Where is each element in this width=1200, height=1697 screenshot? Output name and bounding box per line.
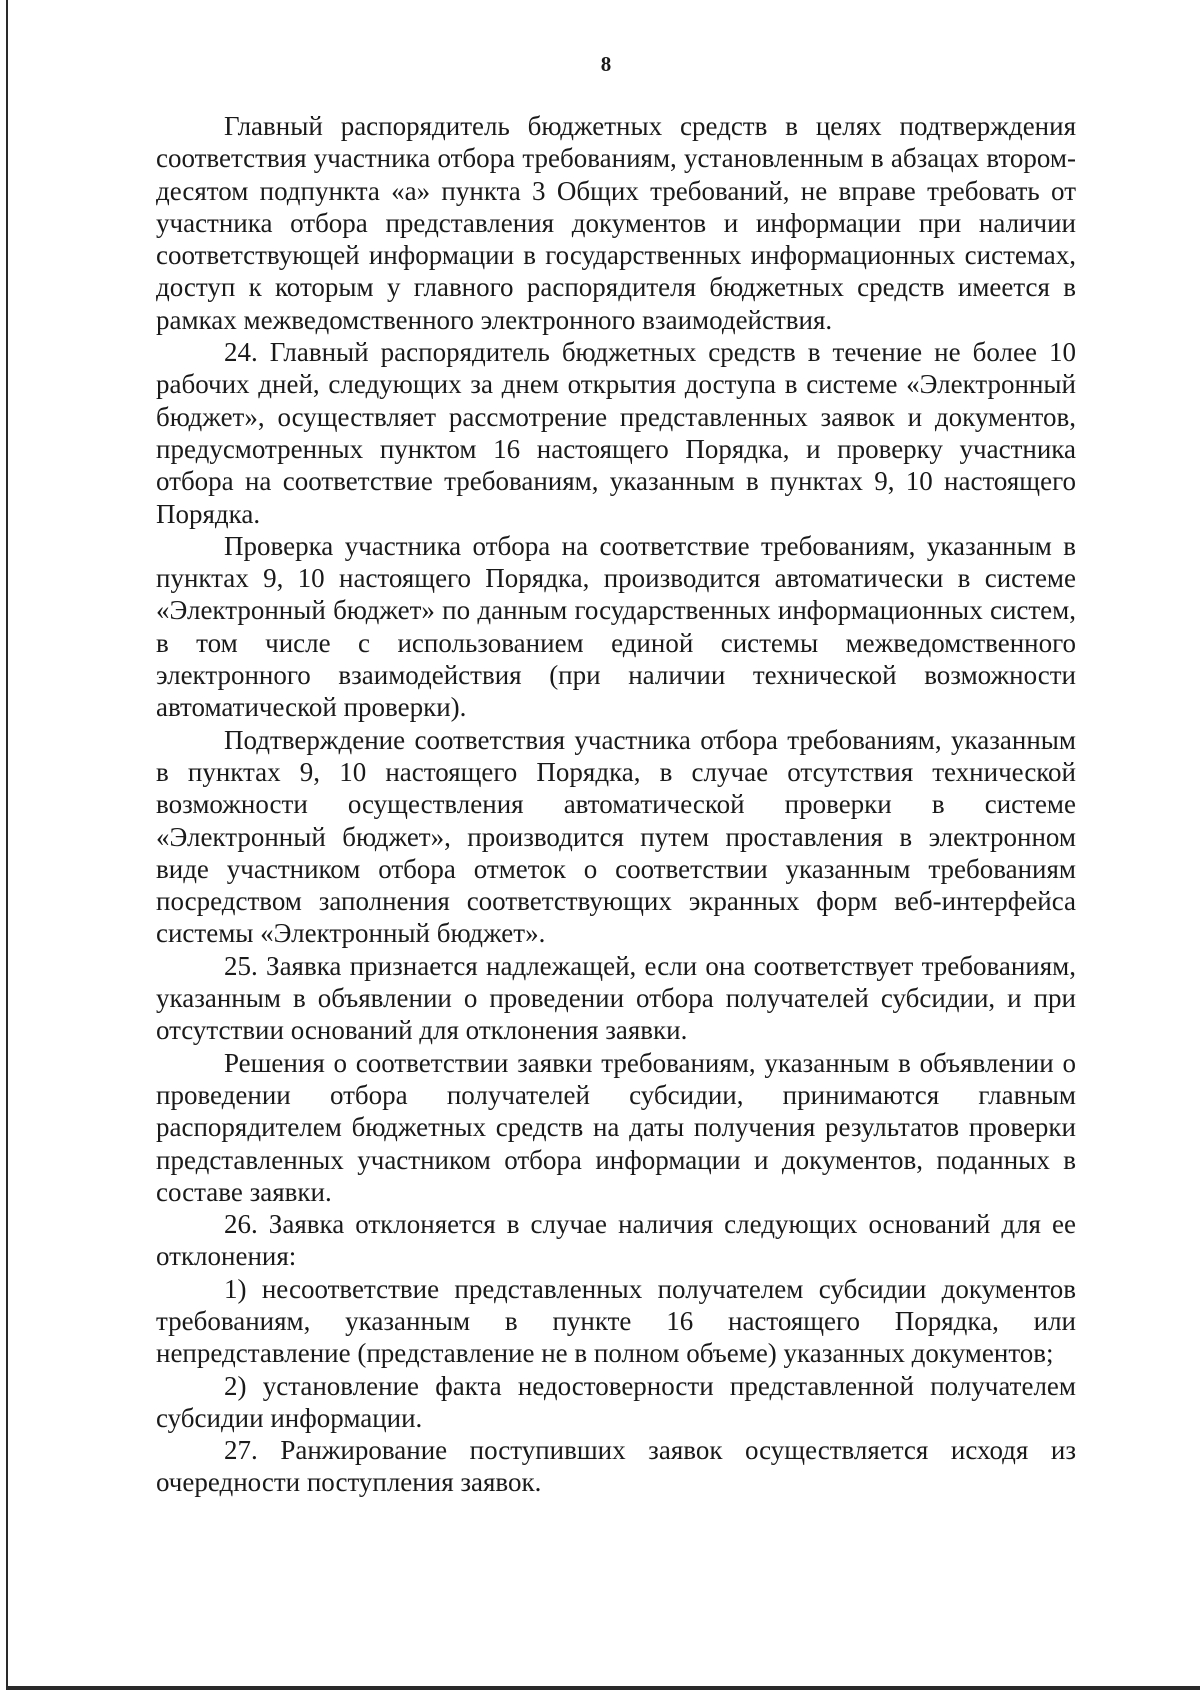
paragraph-item-26: 26. Заявка отклоняется в случае наличия следующих оснований для ее отклонения:: [156, 1209, 1076, 1272]
paragraph-automatic-check: Проверка участника отбора на соответствие требованиям, указанным в пунктах 9, 10 настоящего Порядка, производится автоматически в системе «Электронный бюджет» по данным государственных информационных систем, в том числе с использованием единой системы межведомственного электронного взаимодействия (при наличии технической возможности автоматической проверки).: [156, 530, 1076, 723]
paragraph-decisions: Решения о соответствии заявки требованиям, указанным в объявлении о проведении отбора получателей субсидии, принимаются главным распорядителем бюджетных средств на даты получения результатов проверки представленных участником отбора информации и документов, поданных в составе заявки.: [156, 1047, 1076, 1207]
paragraph-reason-1: 1) несоответствие представленных получателем субсидии документов требованиям, указанным в пункте 16 настоящего Порядка, или непредставление (представление не в полном объеме) указанных документов;: [156, 1273, 1076, 1369]
paragraph-main-distributor-info: Главный распорядитель бюджетных средств в целях подтверждения соответствия участника отбора требованиям, установленным в абзацах втором-десятом подпункта «а» пункта 3 Общих требований, не вправе требовать от участника отбора представления документов и информации при наличии соответствующей информации в государственных информационных системах, доступ к которым у главного распорядителя бюджетных средств имеется в рамках межведомственного электронного взаимодействия.: [156, 111, 1076, 335]
paragraph-item-27: 27. Ранжирование поступивших заявок осуществляется исходя из очередности поступления заявок.: [156, 1435, 1076, 1498]
page-number: 8: [600, 52, 612, 76]
paragraph-item-25: 25. Заявка признается надлежащей, если она соответствует требованиям, указанным в объявлении о проведении отбора получателей субсидии, и при отсутствии оснований для отклонения заявки.: [156, 950, 1076, 1046]
scan-edge-bottom: [6, 1686, 1200, 1690]
paragraph-reason-2: 2) установление факта недостоверности представленной получателем субсидии информации.: [156, 1370, 1076, 1433]
scan-edge-left: [6, 0, 8, 1690]
paragraph-confirmation: Подтверждение соответствия участника отбора требованиям, указанным в пунктах 9, 10 настоящего Порядка, в случае отсутствия технической возможности осуществления автоматической проверки в системе «Электронный бюджет», производится путем проставления в электронном виде участником отбора отметок о соответствии указанным требованиям посредством заполнения соответствующих экранных форм веб-интерфейса системы «Электронный бюджет».: [156, 724, 1076, 949]
paragraph-item-24: 24. Главный распорядитель бюджетных средств в течение не более 10 рабочих дней, следующих за днем открытия доступа в системе «Электронный бюджет», осуществляет рассмотрение представленных заявок и документов, предусмотренных пунктом 16 настоящего Порядка, и проверку участника отбора на соответствие требованиям, указанным в пунктах 9, 10 настоящего Порядка.: [156, 337, 1076, 529]
document-body: [156, 110, 1076, 1499]
